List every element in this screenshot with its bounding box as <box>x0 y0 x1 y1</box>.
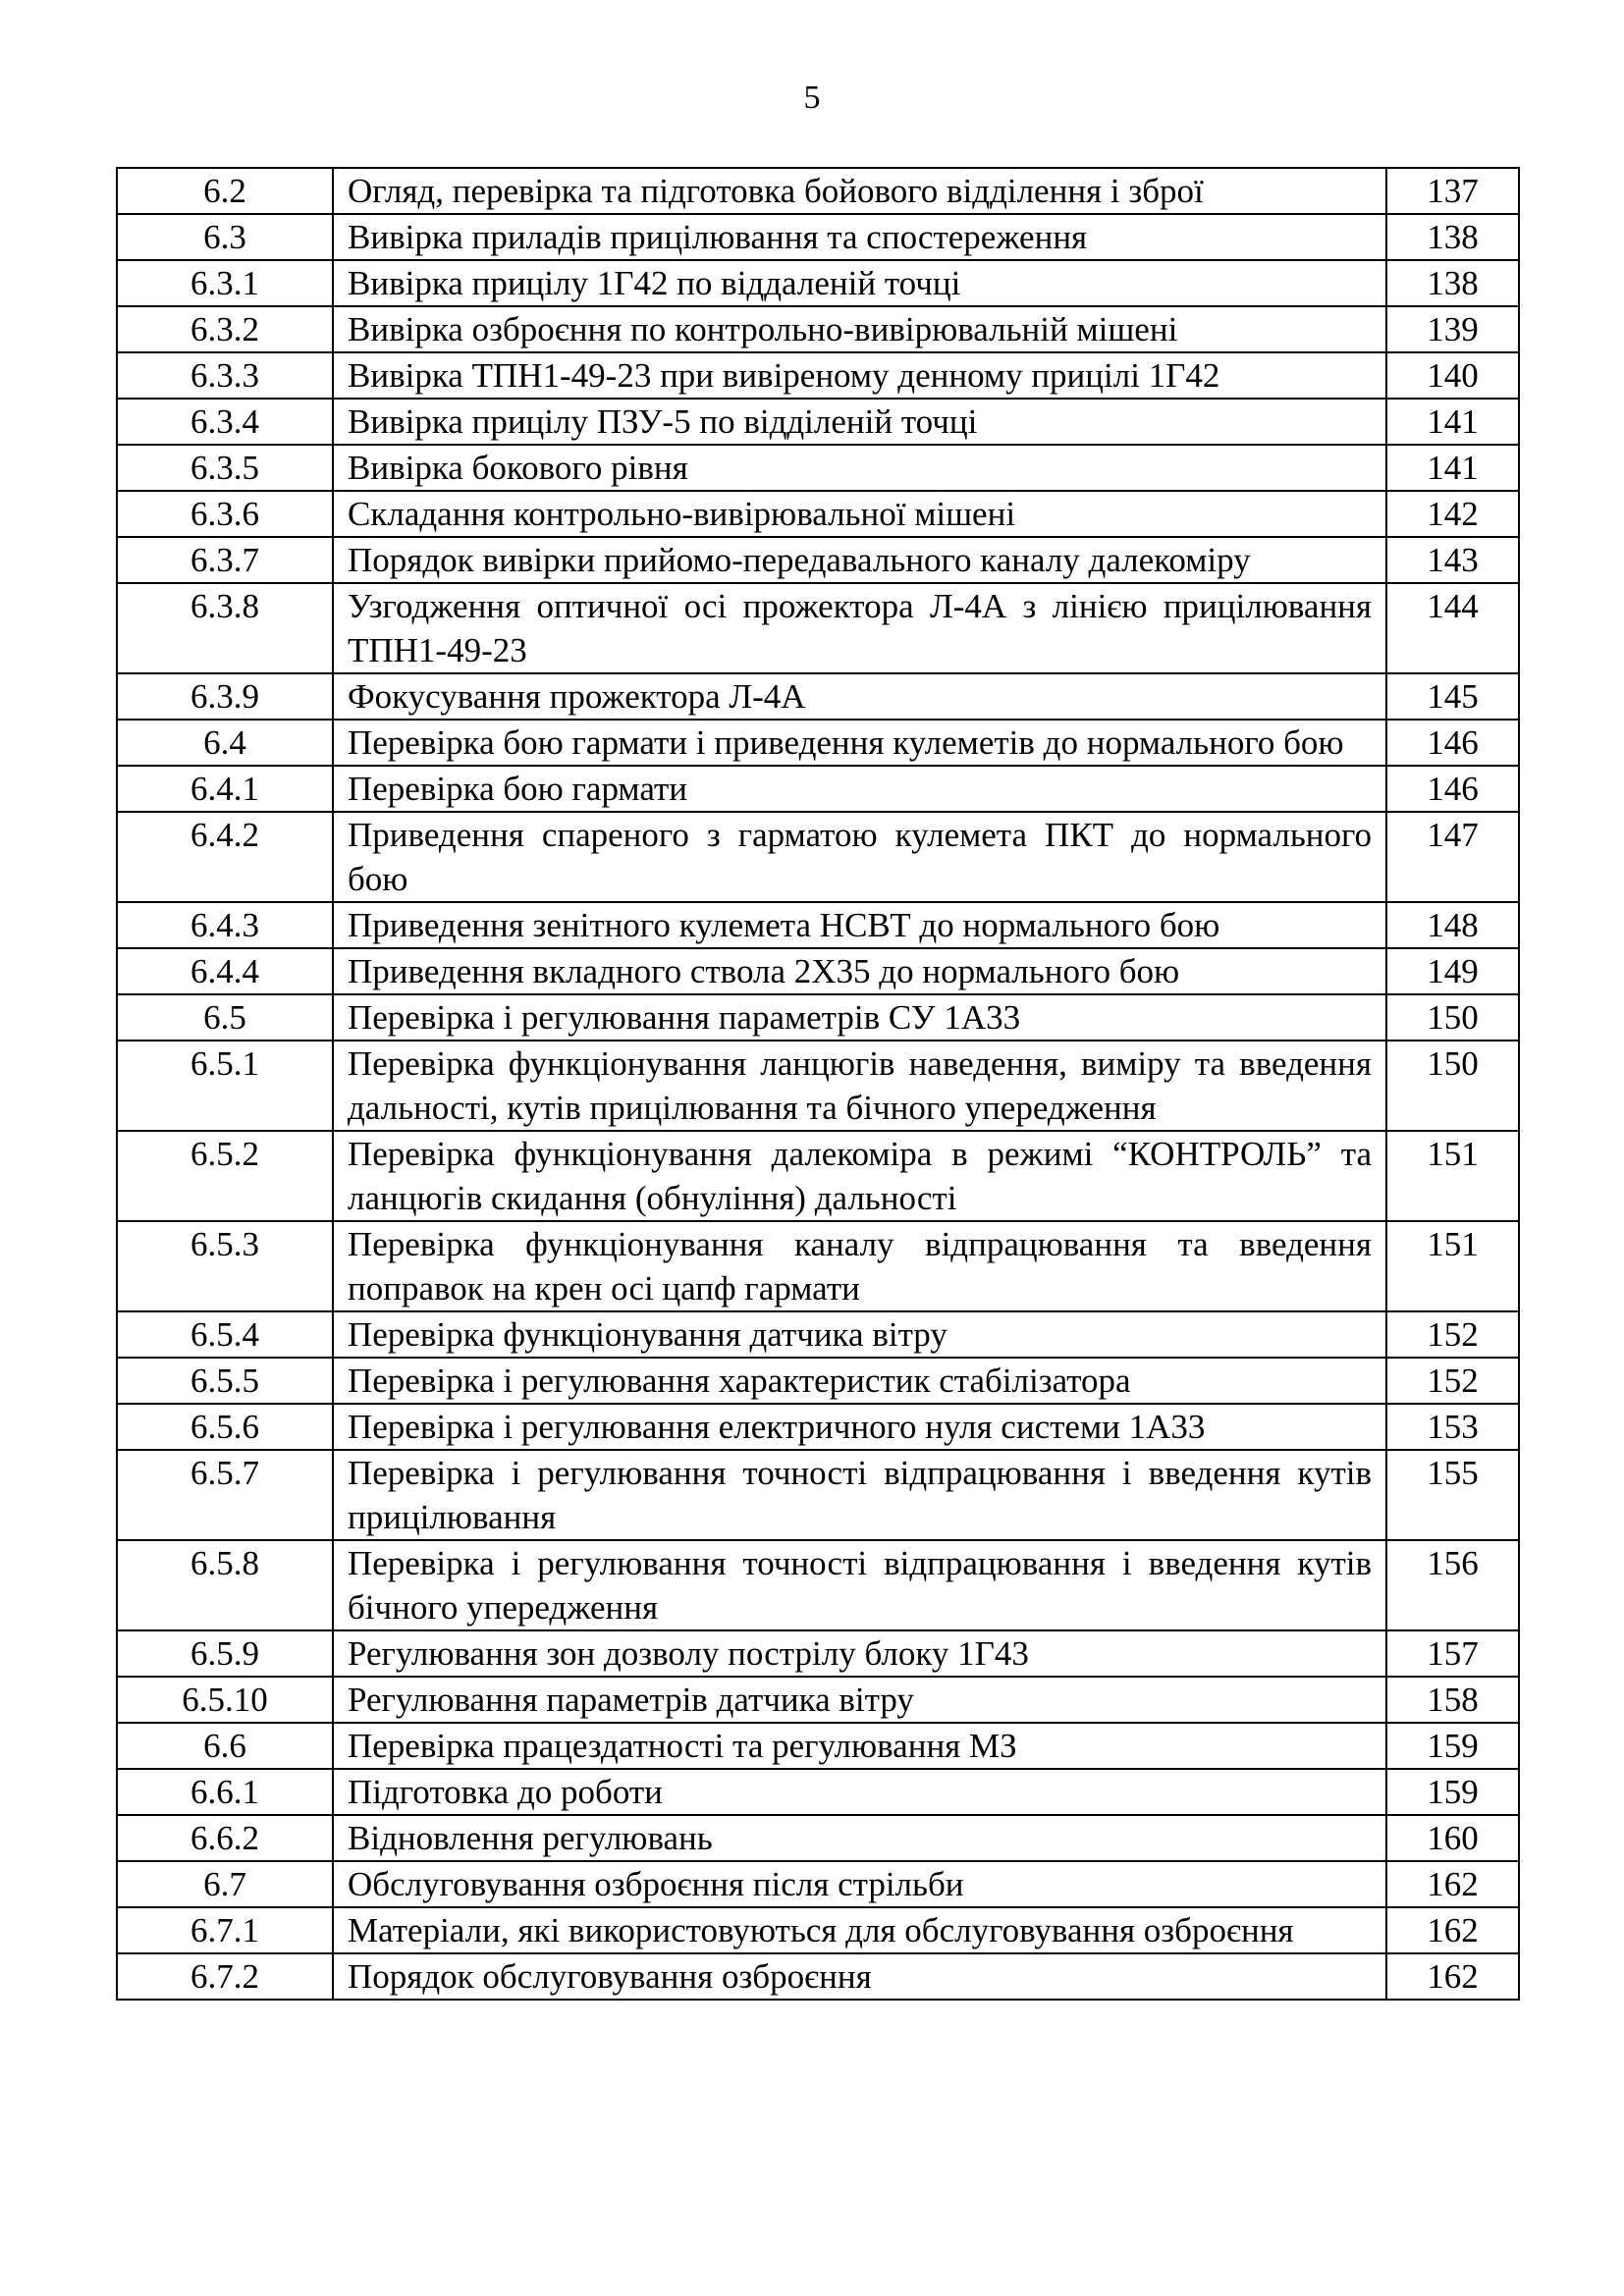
toc-row <box>117 1769 1519 1815</box>
toc-row <box>117 1041 1519 1131</box>
page-reference: 141 <box>1386 399 1519 445</box>
toc-row <box>117 214 1519 260</box>
section-number: 6.5.8 <box>117 1540 333 1630</box>
section-title: Перевірка функціонування далекоміра в режимі “КОНТРОЛЬ” та ланцюгів скидання (обнуління) дальності <box>333 1131 1386 1221</box>
section-number: 6.3.6 <box>117 491 333 537</box>
toc-row <box>117 1677 1519 1723</box>
page-reference: 148 <box>1386 902 1519 948</box>
toc-row <box>117 1723 1519 1769</box>
section-title: Фокусування прожектора Л-4А <box>333 673 1386 720</box>
section-title: Перевірка функціонування каналу відпрацювання та введення поправок на крен осі цапф гармати <box>333 1221 1386 1311</box>
section-title: Обслуговування озброєння після стрільби <box>333 1861 1386 1907</box>
page-reference: 138 <box>1386 214 1519 260</box>
page-reference: 160 <box>1386 1815 1519 1861</box>
section-number: 6.7.1 <box>117 1907 333 1953</box>
page-reference: 162 <box>1386 1953 1519 2000</box>
section-number: 6.2 <box>117 168 333 214</box>
section-title: Вивірка прицілу 1Г42 по віддаленій точці <box>333 260 1386 306</box>
section-title: Матеріали, які використовуються для обслуговування озброєння <box>333 1907 1386 1953</box>
page-reference: 150 <box>1386 1041 1519 1131</box>
section-title: Приведення спареного з гарматою кулемета ПКТ до нормального бою <box>333 812 1386 902</box>
toc-row <box>117 1450 1519 1540</box>
section-title: Перевірка функціонування датчика вітру <box>333 1311 1386 1358</box>
section-title: Вивірка ТПН1-49-23 при вивіреному денному прицілі 1Г42 <box>333 352 1386 399</box>
section-number: 6.5.3 <box>117 1221 333 1311</box>
toc-row <box>117 1404 1519 1450</box>
section-number: 6.6.2 <box>117 1815 333 1861</box>
toc-row <box>117 445 1519 491</box>
page-reference: 141 <box>1386 445 1519 491</box>
page-reference: 159 <box>1386 1723 1519 1769</box>
toc-row <box>117 1907 1519 1953</box>
section-number: 6.3.2 <box>117 306 333 352</box>
section-number: 6.7.2 <box>117 1953 333 2000</box>
toc-row <box>117 1540 1519 1630</box>
toc-body <box>117 168 1519 2000</box>
toc-row <box>117 260 1519 306</box>
page-reference: 139 <box>1386 306 1519 352</box>
section-number: 6.7 <box>117 1861 333 1907</box>
page-reference: 155 <box>1386 1450 1519 1540</box>
section-title: Огляд, перевірка та підготовка бойового відділення і зброї <box>333 168 1386 214</box>
section-title: Складання контрольно-вивірювальної мішені <box>333 491 1386 537</box>
section-title: Порядок обслуговування озброєння <box>333 1953 1386 2000</box>
table-of-contents <box>116 167 1520 2001</box>
section-title: Вивірка прицілу ПЗУ-5 по відділеній точці <box>333 399 1386 445</box>
section-title: Перевірка функціонування ланцюгів наведення, виміру та введення дальності, кутів прицілювання та бічного упередження <box>333 1041 1386 1131</box>
section-title: Регулювання параметрів датчика вітру <box>333 1677 1386 1723</box>
toc-row <box>117 720 1519 766</box>
section-number: 6.3.9 <box>117 673 333 720</box>
section-number: 6.5 <box>117 994 333 1041</box>
page-reference: 162 <box>1386 1861 1519 1907</box>
toc-row <box>117 994 1519 1041</box>
section-title: Приведення вкладного ствола 2Х35 до нормального бою <box>333 948 1386 994</box>
toc-row <box>117 812 1519 902</box>
section-title: Відновлення регулювань <box>333 1815 1386 1861</box>
page-reference: 143 <box>1386 537 1519 583</box>
toc-row <box>117 1861 1519 1907</box>
section-number: 6.5.6 <box>117 1404 333 1450</box>
toc-row <box>117 1131 1519 1221</box>
section-title: Перевірка бою гармати і приведення кулеметів до нормального бою <box>333 720 1386 766</box>
section-number: 6.3.8 <box>117 583 333 673</box>
section-title: Перевірка бою гармати <box>333 766 1386 812</box>
toc-row <box>117 902 1519 948</box>
page-reference: 150 <box>1386 994 1519 1041</box>
page-reference: 146 <box>1386 720 1519 766</box>
page-reference: 144 <box>1386 583 1519 673</box>
section-number: 6.4.3 <box>117 902 333 948</box>
toc-row <box>117 352 1519 399</box>
page-reference: 151 <box>1386 1131 1519 1221</box>
section-number: 6.3.4 <box>117 399 333 445</box>
section-number: 6.3.7 <box>117 537 333 583</box>
page-reference: 152 <box>1386 1311 1519 1358</box>
section-title: Вивірка приладів прицілювання та спостереження <box>333 214 1386 260</box>
toc-row <box>117 399 1519 445</box>
page-reference: 147 <box>1386 812 1519 902</box>
toc-row <box>117 1221 1519 1311</box>
page-number: 5 <box>803 80 821 116</box>
toc-row <box>117 537 1519 583</box>
section-title: Перевірка і регулювання точності відпрацювання і введення кутів прицілювання <box>333 1450 1386 1540</box>
section-title: Узгодження оптичної осі прожектора Л-4А з лінією прицілювання ТПН1-49-23 <box>333 583 1386 673</box>
page-reference: 153 <box>1386 1404 1519 1450</box>
section-number: 6.5.10 <box>117 1677 333 1723</box>
page-reference: 151 <box>1386 1221 1519 1311</box>
page-reference: 146 <box>1386 766 1519 812</box>
toc-row <box>117 1358 1519 1404</box>
page-reference: 137 <box>1386 168 1519 214</box>
section-number: 6.4.4 <box>117 948 333 994</box>
section-number: 6.5.1 <box>117 1041 333 1131</box>
section-number: 6.4.2 <box>117 812 333 902</box>
section-title: Перевірка і регулювання характеристик стабілізатора <box>333 1358 1386 1404</box>
page-reference: 138 <box>1386 260 1519 306</box>
toc-row <box>117 306 1519 352</box>
toc-row <box>117 673 1519 720</box>
section-number: 6.5.4 <box>117 1311 333 1358</box>
section-number: 6.3 <box>117 214 333 260</box>
section-title: Порядок вивірки прийомо-передавального каналу далекоміру <box>333 537 1386 583</box>
section-number: 6.3.5 <box>117 445 333 491</box>
section-number: 6.5.7 <box>117 1450 333 1540</box>
page-reference: 162 <box>1386 1907 1519 1953</box>
toc-row <box>117 948 1519 994</box>
page-reference: 157 <box>1386 1630 1519 1677</box>
toc-row <box>117 168 1519 214</box>
section-number: 6.3.3 <box>117 352 333 399</box>
toc-row <box>117 1815 1519 1861</box>
section-title: Підготовка до роботи <box>333 1769 1386 1815</box>
page-reference: 158 <box>1386 1677 1519 1723</box>
section-number: 6.5.2 <box>117 1131 333 1221</box>
section-title: Перевірка і регулювання параметрів СУ 1А33 <box>333 994 1386 1041</box>
page-reference: 156 <box>1386 1540 1519 1630</box>
section-number: 6.4.1 <box>117 766 333 812</box>
section-number: 6.6 <box>117 1723 333 1769</box>
section-number: 6.5.9 <box>117 1630 333 1677</box>
page-reference: 140 <box>1386 352 1519 399</box>
section-number: 6.4 <box>117 720 333 766</box>
section-title: Перевірка і регулювання електричного нуля системи 1А33 <box>333 1404 1386 1450</box>
section-title: Перевірка працездатності та регулювання МЗ <box>333 1723 1386 1769</box>
page-reference: 145 <box>1386 673 1519 720</box>
section-title: Вивірка озброєння по контрольно-вивірювальній мішені <box>333 306 1386 352</box>
toc-row <box>117 583 1519 673</box>
section-title: Регулювання зон дозволу пострілу блоку 1Г43 <box>333 1630 1386 1677</box>
section-number: 6.3.1 <box>117 260 333 306</box>
section-number: 6.5.5 <box>117 1358 333 1404</box>
toc-row <box>117 491 1519 537</box>
section-title: Приведення зенітного кулемета НСВТ до нормального бою <box>333 902 1386 948</box>
toc-row <box>117 1953 1519 2000</box>
page-reference: 149 <box>1386 948 1519 994</box>
section-number: 6.6.1 <box>117 1769 333 1815</box>
page-reference: 152 <box>1386 1358 1519 1404</box>
section-title: Вивірка бокового рівня <box>333 445 1386 491</box>
page-reference: 142 <box>1386 491 1519 537</box>
toc-row <box>117 1311 1519 1358</box>
section-title: Перевірка і регулювання точності відпрацювання і введення кутів бічного упередження <box>333 1540 1386 1630</box>
toc-row <box>117 766 1519 812</box>
page-reference: 159 <box>1386 1769 1519 1815</box>
toc-row <box>117 1630 1519 1677</box>
